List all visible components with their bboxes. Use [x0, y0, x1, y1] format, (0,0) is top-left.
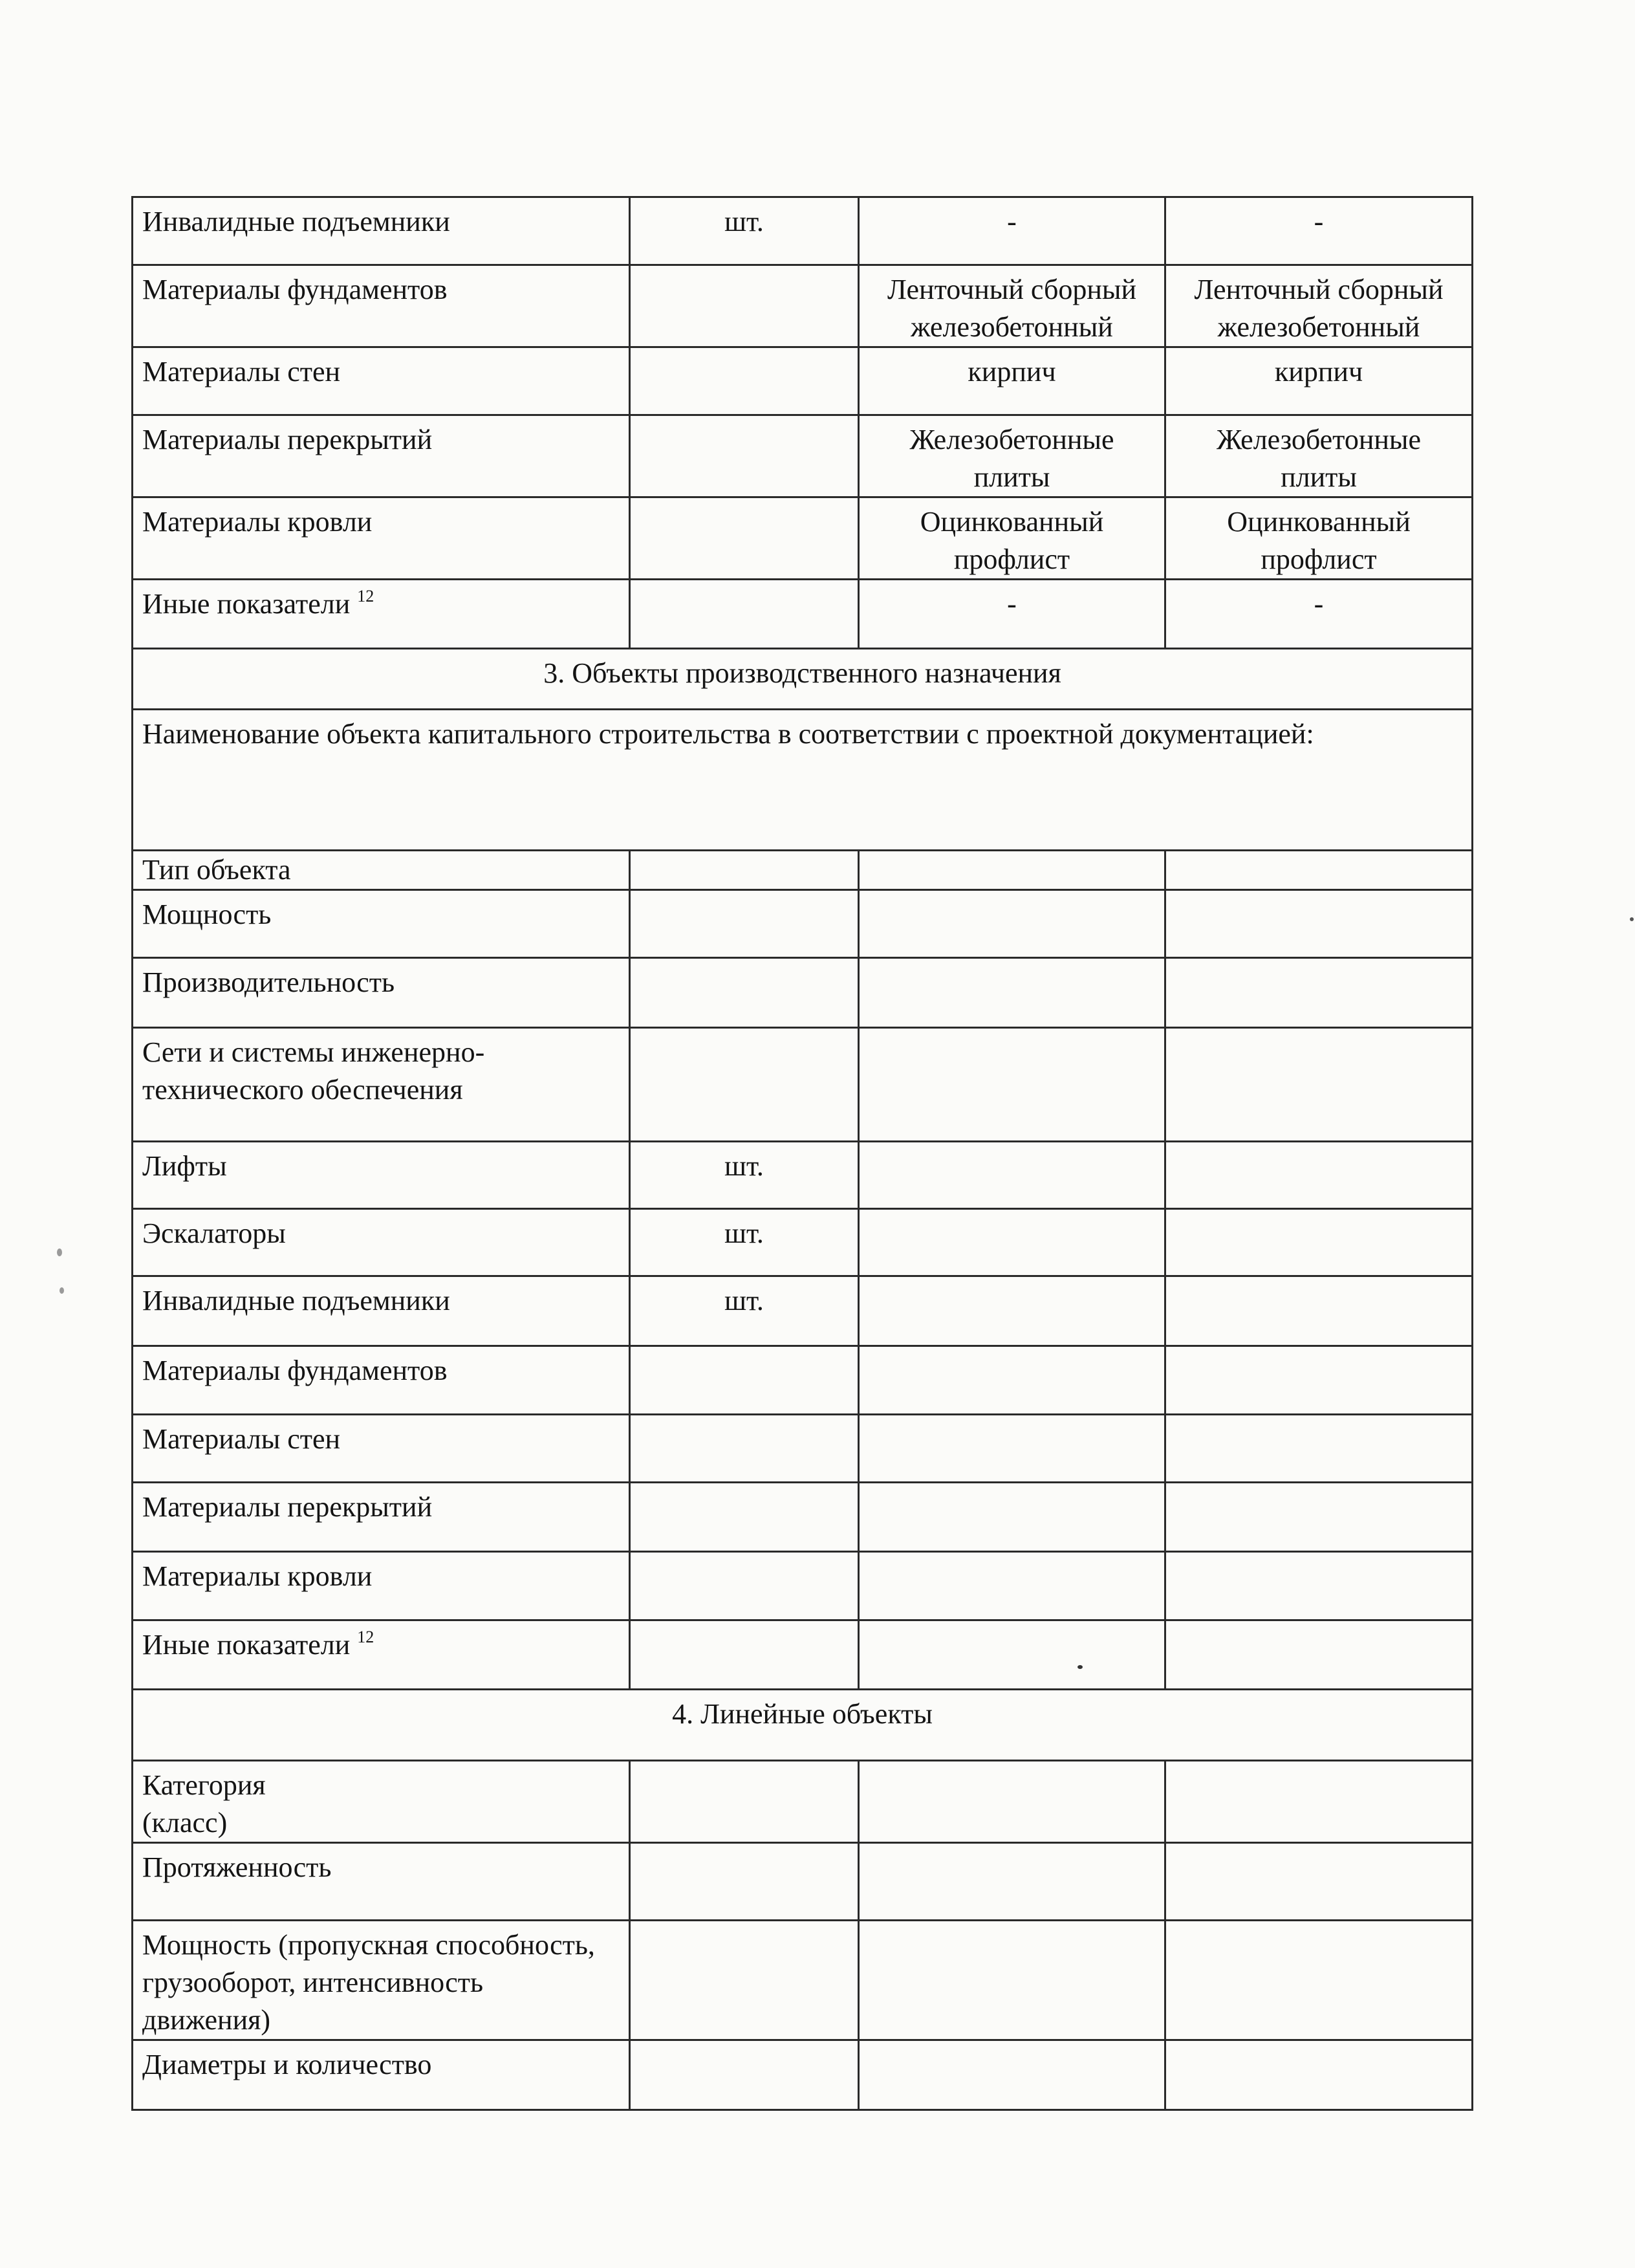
empty-cell: [859, 1209, 1165, 1276]
row-value-1: Оцинкованный профлист: [859, 497, 1165, 580]
row-unit: [630, 1028, 859, 1142]
row-unit: [630, 1346, 859, 1415]
row-unit: [630, 1552, 859, 1620]
empty-cell: [859, 851, 1165, 890]
empty-cell: [859, 1761, 1165, 1843]
row-value-1: Ленточный сборный железобетонный: [859, 265, 1165, 347]
empty-cell: [1165, 890, 1473, 958]
empty-cell: [859, 1843, 1165, 1921]
row-unit: [630, 415, 859, 497]
row-unit: [630, 851, 859, 890]
empty-cell: [1165, 1346, 1473, 1415]
row-unit: [630, 1415, 859, 1483]
row-unit: [630, 347, 859, 415]
row-label: Материалы стен: [133, 1415, 630, 1483]
row-value-2: -: [1165, 197, 1473, 265]
table-row: [133, 1921, 1473, 2040]
empty-cell: [630, 1921, 859, 2040]
scan-speck: [1630, 917, 1634, 921]
empty-cell: [630, 1843, 859, 1921]
row-label-cell: [133, 580, 630, 649]
table-row: [133, 265, 1473, 347]
footnote-ref: 12: [357, 1628, 374, 1646]
row-unit: шт.: [630, 197, 859, 265]
table-row: [133, 1620, 1473, 1690]
section-header-row: [133, 649, 1473, 710]
row-unit: шт.: [630, 1209, 859, 1276]
row-label: Материалы перекрытий: [133, 1483, 630, 1552]
row-label: Материалы фундаментов: [133, 1346, 630, 1415]
empty-cell: [1165, 958, 1473, 1028]
table-row: [133, 1552, 1473, 1620]
row-label: Лифты: [133, 1142, 630, 1209]
scan-speck: [57, 1248, 62, 1256]
empty-cell: [859, 1620, 1165, 1690]
row-label: Тип объекта: [133, 851, 630, 890]
row-label: Материалы кровли: [133, 1552, 630, 1620]
scan-speck: [60, 1287, 64, 1294]
row-label: Материалы стен: [133, 347, 630, 415]
row-label-cell: [133, 1620, 630, 1690]
table-row: [133, 347, 1473, 415]
row-value-2: -: [1165, 580, 1473, 649]
characteristics-table: [131, 196, 1473, 2111]
row-unit: шт.: [630, 1276, 859, 1346]
empty-cell: [859, 1142, 1165, 1209]
row-label: Сети и системы инженерно-технического обеспечения: [133, 1028, 630, 1142]
table-row: [133, 1346, 1473, 1415]
row-label: Мощность: [133, 890, 630, 958]
row-value-1: -: [859, 197, 1165, 265]
row-unit: [630, 1483, 859, 1552]
row-label: Мощность (пропускная способность, грузооборот, интенсивность движения): [133, 1921, 630, 2040]
row-label: Иные показатели: [142, 588, 351, 620]
row-value-2: Оцинкованный профлист: [1165, 497, 1473, 580]
table-row: [133, 1276, 1473, 1346]
empty-cell: [630, 1761, 859, 1843]
empty-cell: [859, 1028, 1165, 1142]
row-label: Материалы перекрытий: [133, 415, 630, 497]
empty-cell: [1165, 1843, 1473, 1921]
row-label: Категория (класс): [133, 1761, 630, 1843]
table-row: [133, 1843, 1473, 1921]
row-label: Протяженность: [133, 1843, 630, 1921]
table-row: [133, 1483, 1473, 1552]
empty-cell: [859, 958, 1165, 1028]
table-row: [133, 958, 1473, 1028]
row-label: Производительность: [133, 958, 630, 1028]
table-row: [133, 2040, 1473, 2110]
empty-cell: [1165, 1552, 1473, 1620]
empty-cell: [859, 1276, 1165, 1346]
empty-cell: [1165, 1483, 1473, 1552]
table-row: [133, 1028, 1473, 1142]
row-label: Диаметры и количество: [133, 2040, 630, 2110]
row-value-2: Железобетонные плиты: [1165, 415, 1473, 497]
object-name-row: [133, 710, 1473, 851]
row-label: Инвалидные подъемники: [133, 1276, 630, 1346]
table-row: [133, 580, 1473, 649]
empty-cell: [859, 1921, 1165, 2040]
row-label: Материалы фундаментов: [133, 265, 630, 347]
empty-cell: [1165, 1921, 1473, 2040]
empty-cell: [859, 1483, 1165, 1552]
row-value-2: Ленточный сборный железобетонный: [1165, 265, 1473, 347]
row-label: Эскалаторы: [133, 1209, 630, 1276]
empty-cell: [859, 1415, 1165, 1483]
empty-cell: [859, 890, 1165, 958]
table-row: [133, 197, 1473, 265]
row-unit: [630, 265, 859, 347]
row-unit: [630, 497, 859, 580]
row-label: Иные показатели: [142, 1629, 351, 1661]
row-unit: [630, 1620, 859, 1690]
table-row: [133, 1761, 1473, 1843]
section-title: 4. Линейные объекты: [133, 1690, 1473, 1761]
table-row: [133, 497, 1473, 580]
row-label: Материалы кровли: [133, 497, 630, 580]
empty-cell: [1165, 1142, 1473, 1209]
table-row: [133, 1209, 1473, 1276]
section-header-row: [133, 1690, 1473, 1761]
table-row: [133, 1415, 1473, 1483]
row-value-2: кирпич: [1165, 347, 1473, 415]
table-row: [133, 851, 1473, 890]
section-title: 3. Объекты производственного назначения: [133, 649, 1473, 710]
row-label: Инвалидные подъемники: [133, 197, 630, 265]
empty-cell: [1165, 1209, 1473, 1276]
row-value-1: -: [859, 580, 1165, 649]
table-row: [133, 415, 1473, 497]
row-unit: [630, 580, 859, 649]
row-unit: шт.: [630, 1142, 859, 1209]
empty-cell: [859, 1552, 1165, 1620]
empty-cell: [1165, 851, 1473, 890]
empty-cell: [630, 2040, 859, 2110]
footnote-ref: 12: [357, 587, 374, 605]
empty-cell: [1165, 1620, 1473, 1690]
empty-cell: [1165, 1761, 1473, 1843]
empty-cell: [859, 1346, 1165, 1415]
row-value-1: кирпич: [859, 347, 1165, 415]
object-name-label: Наименование объекта капитального строительства в соответствии с проектной документацией:: [133, 710, 1473, 851]
row-unit: [630, 958, 859, 1028]
empty-cell: [1165, 2040, 1473, 2110]
empty-cell: [1165, 1028, 1473, 1142]
empty-cell: [1165, 1415, 1473, 1483]
table-row: [133, 890, 1473, 958]
empty-cell: [1165, 1276, 1473, 1346]
table-row: [133, 1142, 1473, 1209]
empty-cell: [859, 2040, 1165, 2110]
row-value-1: Железобетонные плиты: [859, 415, 1165, 497]
row-unit: [630, 890, 859, 958]
scan-speck: [1077, 1665, 1083, 1669]
